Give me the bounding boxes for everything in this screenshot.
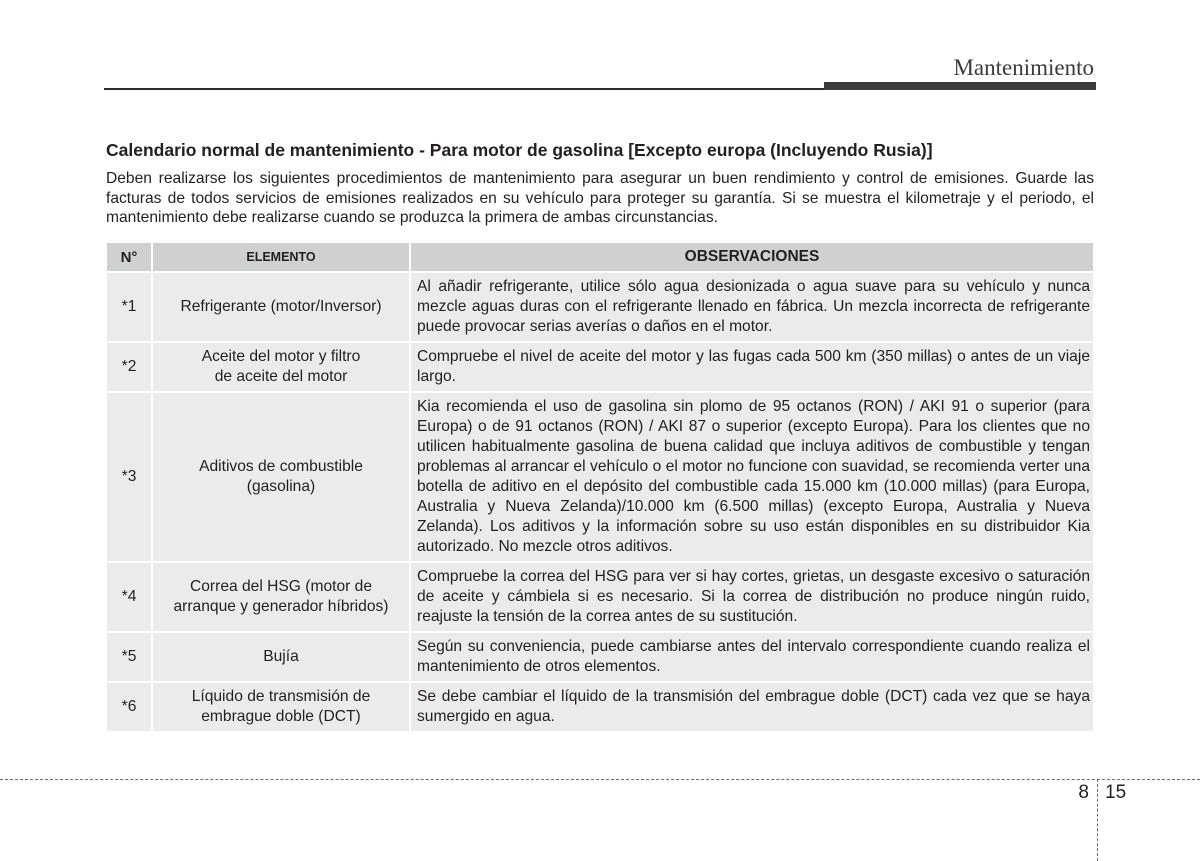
table-header-row (107, 243, 1093, 271)
row-element (153, 683, 409, 731)
header-element: ELEMENTO (153, 243, 409, 271)
row-number: *2 (107, 343, 151, 391)
row-number: *1 (107, 273, 151, 341)
row-observation: Al añadir refrigerante, utilice sólo agua desionizada o agua suave para su vehículo y nunca mezcle aguas duras con el refrigerante llenado en fábrica. Un mezcla incorrecta de refrigerante puede provocar serias averías o daños en el motor. (411, 273, 1093, 341)
element-line: Aceite del motor y filtro (201, 348, 361, 365)
header-number: N° (107, 243, 151, 271)
intro-paragraph: Deben realizarse los siguientes procedimientos de mantenimiento para asegurar un buen rendimiento y control de emisiones. Guarde las facturas de todos servicios de emisiones realizados en su vehículo para proteger su garantía. Si se muestra el kilometraje y el periodo, el mantenimiento debe realizarse cuando se produzca la primera de ambas circunstancias. (106, 170, 1094, 226)
element-line: de aceite del motor (214, 368, 348, 385)
table-row (107, 343, 1093, 391)
running-header: Mantenimiento (953, 55, 1094, 80)
element-line: embrague doble (DCT) (201, 708, 361, 725)
page-number: 15 (1105, 782, 1127, 803)
element-line: Correa del HSG (motor de (190, 578, 372, 595)
header-bar (824, 82, 1096, 90)
row-element (153, 343, 409, 391)
maintenance-table (105, 241, 1095, 733)
element-line: Refrigerante (motor/Inversor) (180, 298, 382, 315)
chapter-number: 8 (1078, 782, 1089, 803)
row-element (153, 633, 409, 681)
table-row (107, 393, 1093, 561)
row-element (153, 393, 409, 561)
row-number: *3 (107, 393, 151, 561)
element-line: Aditivos de combustible (199, 458, 363, 475)
header-observations: OBSERVACIONES (411, 243, 1093, 271)
table-row (107, 633, 1093, 681)
element-line: (gasolina) (246, 478, 316, 495)
header-rule (104, 88, 824, 90)
footer-dashed-rule (0, 779, 1200, 780)
row-number: *4 (107, 563, 151, 631)
table-row (107, 273, 1093, 341)
table-row (107, 563, 1093, 631)
row-number: *6 (107, 683, 151, 731)
row-element (153, 273, 409, 341)
row-observation: Según su conveniencia, puede cambiarse antes del intervalo correspondiente cuando realiza el mantenimiento de otros elementos. (411, 633, 1093, 681)
section-title: Calendario normal de mantenimiento - Para motor de gasolina [Excepto europa (Incluyendo Rusia)] (106, 140, 933, 160)
row-observation: Compruebe el nivel de aceite del motor y las fugas cada 500 km (350 millas) o antes de un viaje largo. (411, 343, 1093, 391)
table-row (107, 683, 1093, 731)
row-observation: Se debe cambiar el líquido de la transmisión del embrague doble (DCT) cada vez que se haya sumergido en agua. (411, 683, 1093, 731)
row-element (153, 563, 409, 631)
element-line: Bujía (263, 648, 299, 665)
row-observation: Kia recomienda el uso de gasolina sin plomo de 95 octanos (RON) / AKI 91 o superior (para Europa) o de 91 octanos (RON) / AKI 87 o superior (excepto Europa). Para los clientes que no utilicen habitualmente gasolina de buena calidad que incluya aditivos de combustible y tengan problemas al arrancar el vehículo o el motor no funcione con suavidad, se recomienda verter una botella de aditivo en el depósito del combustible cada 15.000 km (10.000 millas) (para Europa, Australia y Nueva Zelanda)/10.000 km (6.500 millas) (excepto Europa, Australia y Nueva Zelanda). Los aditivos y la información sobre su uso están disponibles en su distribuidor Kia autorizado. No mezcle otros aditivos. (411, 393, 1093, 561)
row-number: *5 (107, 633, 151, 681)
element-line: Líquido de transmisión de (191, 688, 371, 705)
row-observation: Compruebe la correa del HSG para ver si hay cortes, grietas, un desgaste excesivo o saturación de aceite y cámbiela si es necesario. Si la correa de distribución no produce ningún ruido, reajuste la tensión de la correa antes de su sustitución. (411, 563, 1093, 631)
element-line: arranque y generador híbridos) (173, 598, 389, 615)
footer-dashed-divider (1097, 779, 1098, 861)
